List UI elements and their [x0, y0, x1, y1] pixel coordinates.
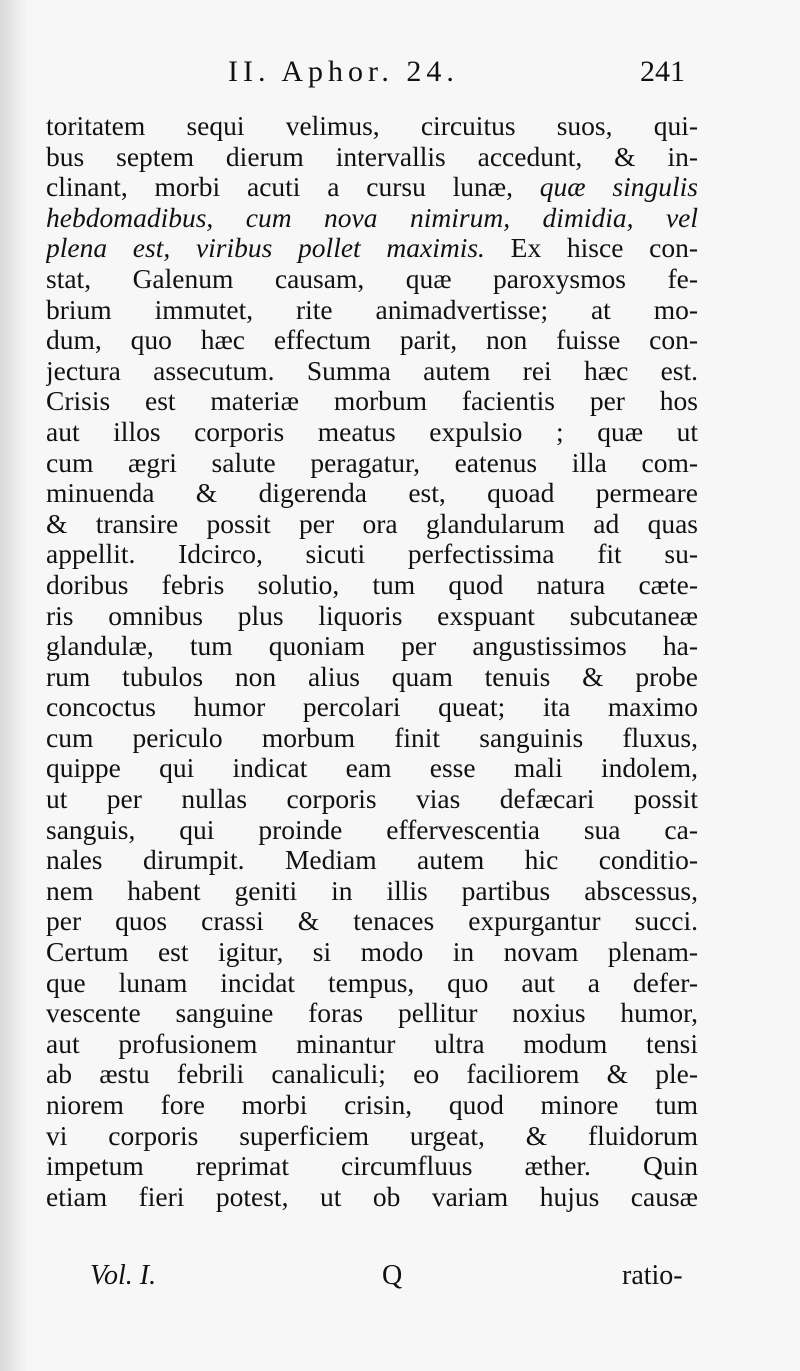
text-line: [46, 386, 698, 417]
catchword: ratio-: [622, 1260, 683, 1291]
text-line: [46, 906, 698, 937]
text-line: [46, 356, 698, 387]
text-line: [46, 1182, 698, 1213]
text-line: [46, 692, 698, 723]
page-footer: [0, 1260, 800, 1300]
text-segment: ut per nullas corporis vias defæcari possit: [46, 784, 698, 815]
text-line: [46, 1059, 698, 1090]
text-line: [46, 111, 698, 142]
italic-text-segment: quæ singulis: [539, 172, 698, 203]
text-segment: dum, quo hæc effectum parit, non fuisse con-: [46, 325, 698, 356]
text-line: [46, 631, 698, 662]
text-line: [46, 478, 698, 509]
text-line: [46, 784, 698, 815]
text-line: [46, 1029, 698, 1060]
text-segment: minuenda & digerenda est, quoad permeare: [46, 478, 698, 509]
text-line: [46, 937, 698, 968]
text-line: [46, 172, 698, 203]
text-line: [46, 1121, 698, 1152]
text-segment: Certum est igitur, si modo in novam plenam-: [46, 937, 698, 968]
text-segment: & transire possit per ora glandularum ad quas: [46, 508, 698, 539]
text-segment: per quos crassi & tenaces expurgantur succi.: [46, 906, 698, 937]
text-segment: cum periculo morbum finit sanguinis fluxus,: [46, 722, 698, 753]
text-segment: brium immutet, rite animadvertisse; at mo-: [46, 294, 698, 325]
text-segment: ris omnibus plus liquoris exspuant subcutaneæ: [46, 600, 698, 631]
text-segment: clinant, morbi acuti a cursu lunæ,: [46, 172, 540, 203]
text-line: [46, 325, 698, 356]
text-segment: nem habent geniti in illis partibus abscessus,: [46, 875, 698, 906]
text-segment: bus septem dierum intervallis accedunt, & in-: [46, 141, 698, 172]
text-segment: niorem fore morbi crisin, quod minore tum: [46, 1090, 698, 1120]
text-line: [46, 753, 698, 784]
text-segment: toritatem sequi velimus, circuitus suos, qui-: [46, 111, 698, 141]
text-segment: sanguis, qui proinde effervescentia sua ca-: [46, 814, 698, 845]
text-segment: aut illos corporis meatus expulsio ; quæ ut: [46, 416, 698, 447]
volume-mark: Vol. I.: [90, 1260, 157, 1291]
page-gutter-shadow: [0, 0, 28, 1371]
text-segment: concoctus humor percolari queat; ita maximo: [46, 692, 698, 723]
text-segment: appellit. Idcirco, sicuti perfectissima fit su-: [46, 539, 698, 570]
text-segment: impetum reprimat circumfluus æther. Quin: [46, 1151, 698, 1182]
text-line: [46, 723, 698, 754]
text-segment: glandulæ, tum quoniam per angustissimos ha-: [46, 631, 698, 662]
running-head: [0, 55, 800, 95]
text-line: [46, 1151, 698, 1182]
text-line: [46, 448, 698, 479]
text-segment: Ex hisce con-: [484, 233, 698, 264]
text-line: [46, 601, 698, 632]
text-line: [46, 539, 698, 570]
italic-text-segment: plena est, viribus pollet maximis.: [46, 233, 485, 264]
text-line: [46, 1090, 698, 1121]
text-line: [46, 968, 698, 999]
text-segment: doribus febris solutio, tum quod natura cæte-: [46, 569, 698, 600]
text-segment: stat, Galenum causam, quæ paroxysmos fe-: [46, 263, 698, 294]
text-segment: jectura assecutum. Summa autem rei hæc est.: [46, 355, 698, 386]
text-segment: vi corporis superficiem urgeat, & fluidorum: [46, 1120, 698, 1151]
text-line: [46, 815, 698, 846]
text-segment: vescente sanguine foras pellitur noxius humor,: [46, 998, 698, 1029]
text-segment: aut profusionem minantur ultra modum tensi: [46, 1028, 698, 1059]
text-line: [46, 509, 698, 540]
text-segment: etiam fieri potest, ut ob variam hujus causæ: [46, 1181, 698, 1212]
text-segment: ab æstu febrili canaliculi; eo faciliorem & ple-: [46, 1059, 698, 1090]
text-segment: que lunam incidat tempus, quo aut a defer-: [46, 967, 698, 998]
text-line: [46, 233, 698, 264]
italic-text-segment: hebdomadibus, cum nova nimirum, dimidia, vel: [46, 202, 698, 233]
text-line: [46, 570, 698, 601]
text-line: [46, 662, 698, 693]
text-line: [46, 845, 698, 876]
text-line: [46, 264, 698, 295]
running-title: II. Aphor. 24.: [228, 55, 459, 88]
text-segment: nales dirumpit. Mediam autem hic conditio-: [46, 845, 698, 876]
body-text: [46, 111, 698, 1212]
text-line: [46, 417, 698, 448]
text-line: [46, 998, 698, 1029]
text-line: [46, 876, 698, 907]
text-segment: rum tubulos non alius quam tenuis & probe: [46, 661, 698, 692]
page-number: 241: [640, 55, 685, 88]
text-segment: cum ægri salute peragatur, eatenus illa com-: [46, 447, 698, 478]
signature-mark: Q: [382, 1260, 403, 1291]
text-segment: Crisis est materiæ morbum facientis per hos: [46, 386, 698, 417]
text-line: [46, 295, 698, 326]
text-line: [46, 203, 698, 234]
text-line: [46, 142, 698, 173]
text-segment: quippe qui indicat eam esse mali indolem,: [46, 753, 698, 784]
